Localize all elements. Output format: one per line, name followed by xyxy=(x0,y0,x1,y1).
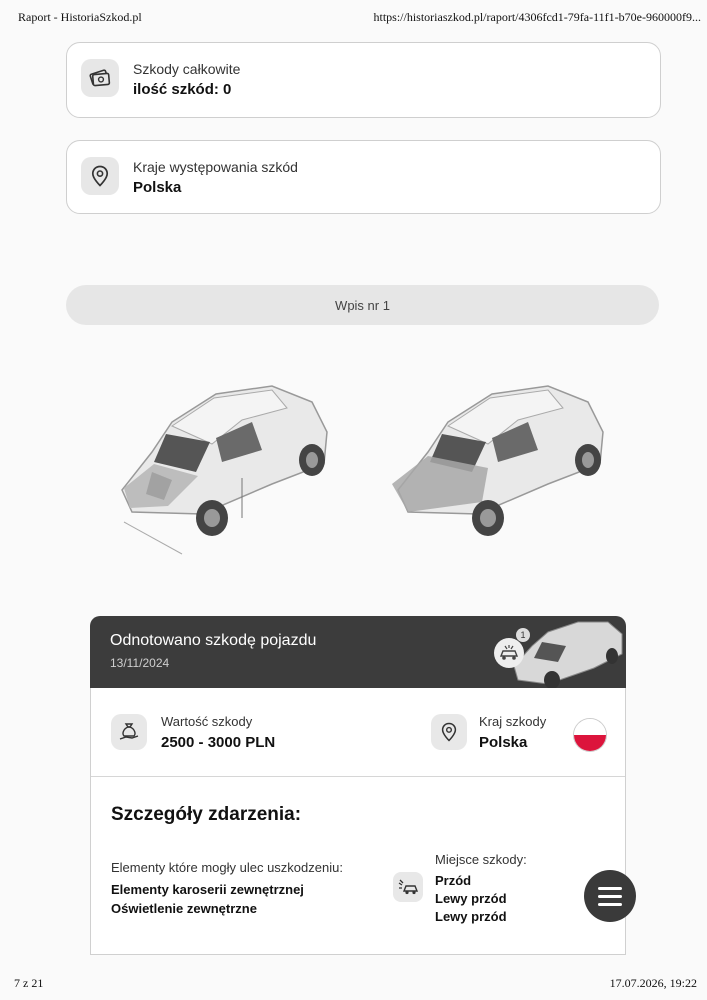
print-datetime: 17.07.2026, 19:22 xyxy=(609,976,697,990)
print-page-number: 7 z 21 xyxy=(14,976,44,990)
damage-value: 2500 - 3000 PLN xyxy=(161,734,276,751)
hamburger-icon-line xyxy=(598,903,622,906)
damage-countries-value: Polska xyxy=(133,179,182,196)
damage-event-card xyxy=(90,616,626,956)
car-impact-icon xyxy=(393,872,423,902)
print-header xyxy=(18,8,701,28)
damage-countries-card xyxy=(66,140,661,214)
print-footer xyxy=(14,976,697,992)
menu-fab-button[interactable] xyxy=(584,870,636,922)
damaged-elements-list xyxy=(111,880,304,918)
location-pin-icon xyxy=(81,157,119,195)
damage-count-badge: 1 xyxy=(516,628,530,642)
damage-place-item: Przód xyxy=(435,873,472,888)
hamburger-icon-line xyxy=(598,887,622,890)
damage-value-label: Wartość szkody xyxy=(161,714,253,729)
print-page-title: Raport - HistoriaSzkod.pl xyxy=(18,10,142,24)
damage-event-title: Odnotowano szkodę pojazdu xyxy=(110,632,317,649)
section-divider xyxy=(91,776,625,777)
event-details-title: Szczegóły zdarzenia: xyxy=(111,804,302,825)
location-pin-icon xyxy=(431,714,467,750)
damage-event-header xyxy=(90,616,626,688)
damage-country-label: Kraj szkody xyxy=(479,714,547,729)
damage-place-item: Lewy przód xyxy=(435,891,507,906)
hamburger-icon-line xyxy=(598,895,622,898)
damage-countries-label: Kraje występowania szkód xyxy=(133,159,298,175)
total-damages-value: ilość szkód: 0 xyxy=(133,81,232,98)
car-damage-diagram-front-left xyxy=(112,372,342,567)
damage-event-body xyxy=(90,688,626,955)
damage-place-item: Lewy przód xyxy=(435,909,507,924)
damage-country-value: Polska xyxy=(479,734,528,751)
damaged-elements-label: Elementy które mogły ulec uszkodzeniu: xyxy=(111,860,343,875)
total-damages-label: Szkody całkowite xyxy=(133,61,241,77)
car-damage-diagram-front xyxy=(388,372,618,567)
damage-place-list xyxy=(435,872,507,926)
entry-header[interactable]: Wpis nr 1 xyxy=(66,285,659,325)
money-bills-icon xyxy=(81,59,119,97)
money-bag-icon xyxy=(111,714,147,750)
damaged-element-item: Oświetlenie zewnętrzne xyxy=(111,901,257,916)
damage-place-label: Miejsce szkody: xyxy=(435,852,527,867)
print-page-url: https://historiaszkod.pl/raport/4306fcd1-79fa-11f1-b70e-960000f9... xyxy=(373,10,701,24)
damage-event-date: 13/11/2024 xyxy=(110,656,170,670)
damaged-element-item: Elementy karoserii zewnętrznej xyxy=(111,882,304,897)
car-crash-icon xyxy=(494,638,524,668)
poland-flag-icon xyxy=(573,718,607,752)
total-damages-card xyxy=(66,42,661,118)
